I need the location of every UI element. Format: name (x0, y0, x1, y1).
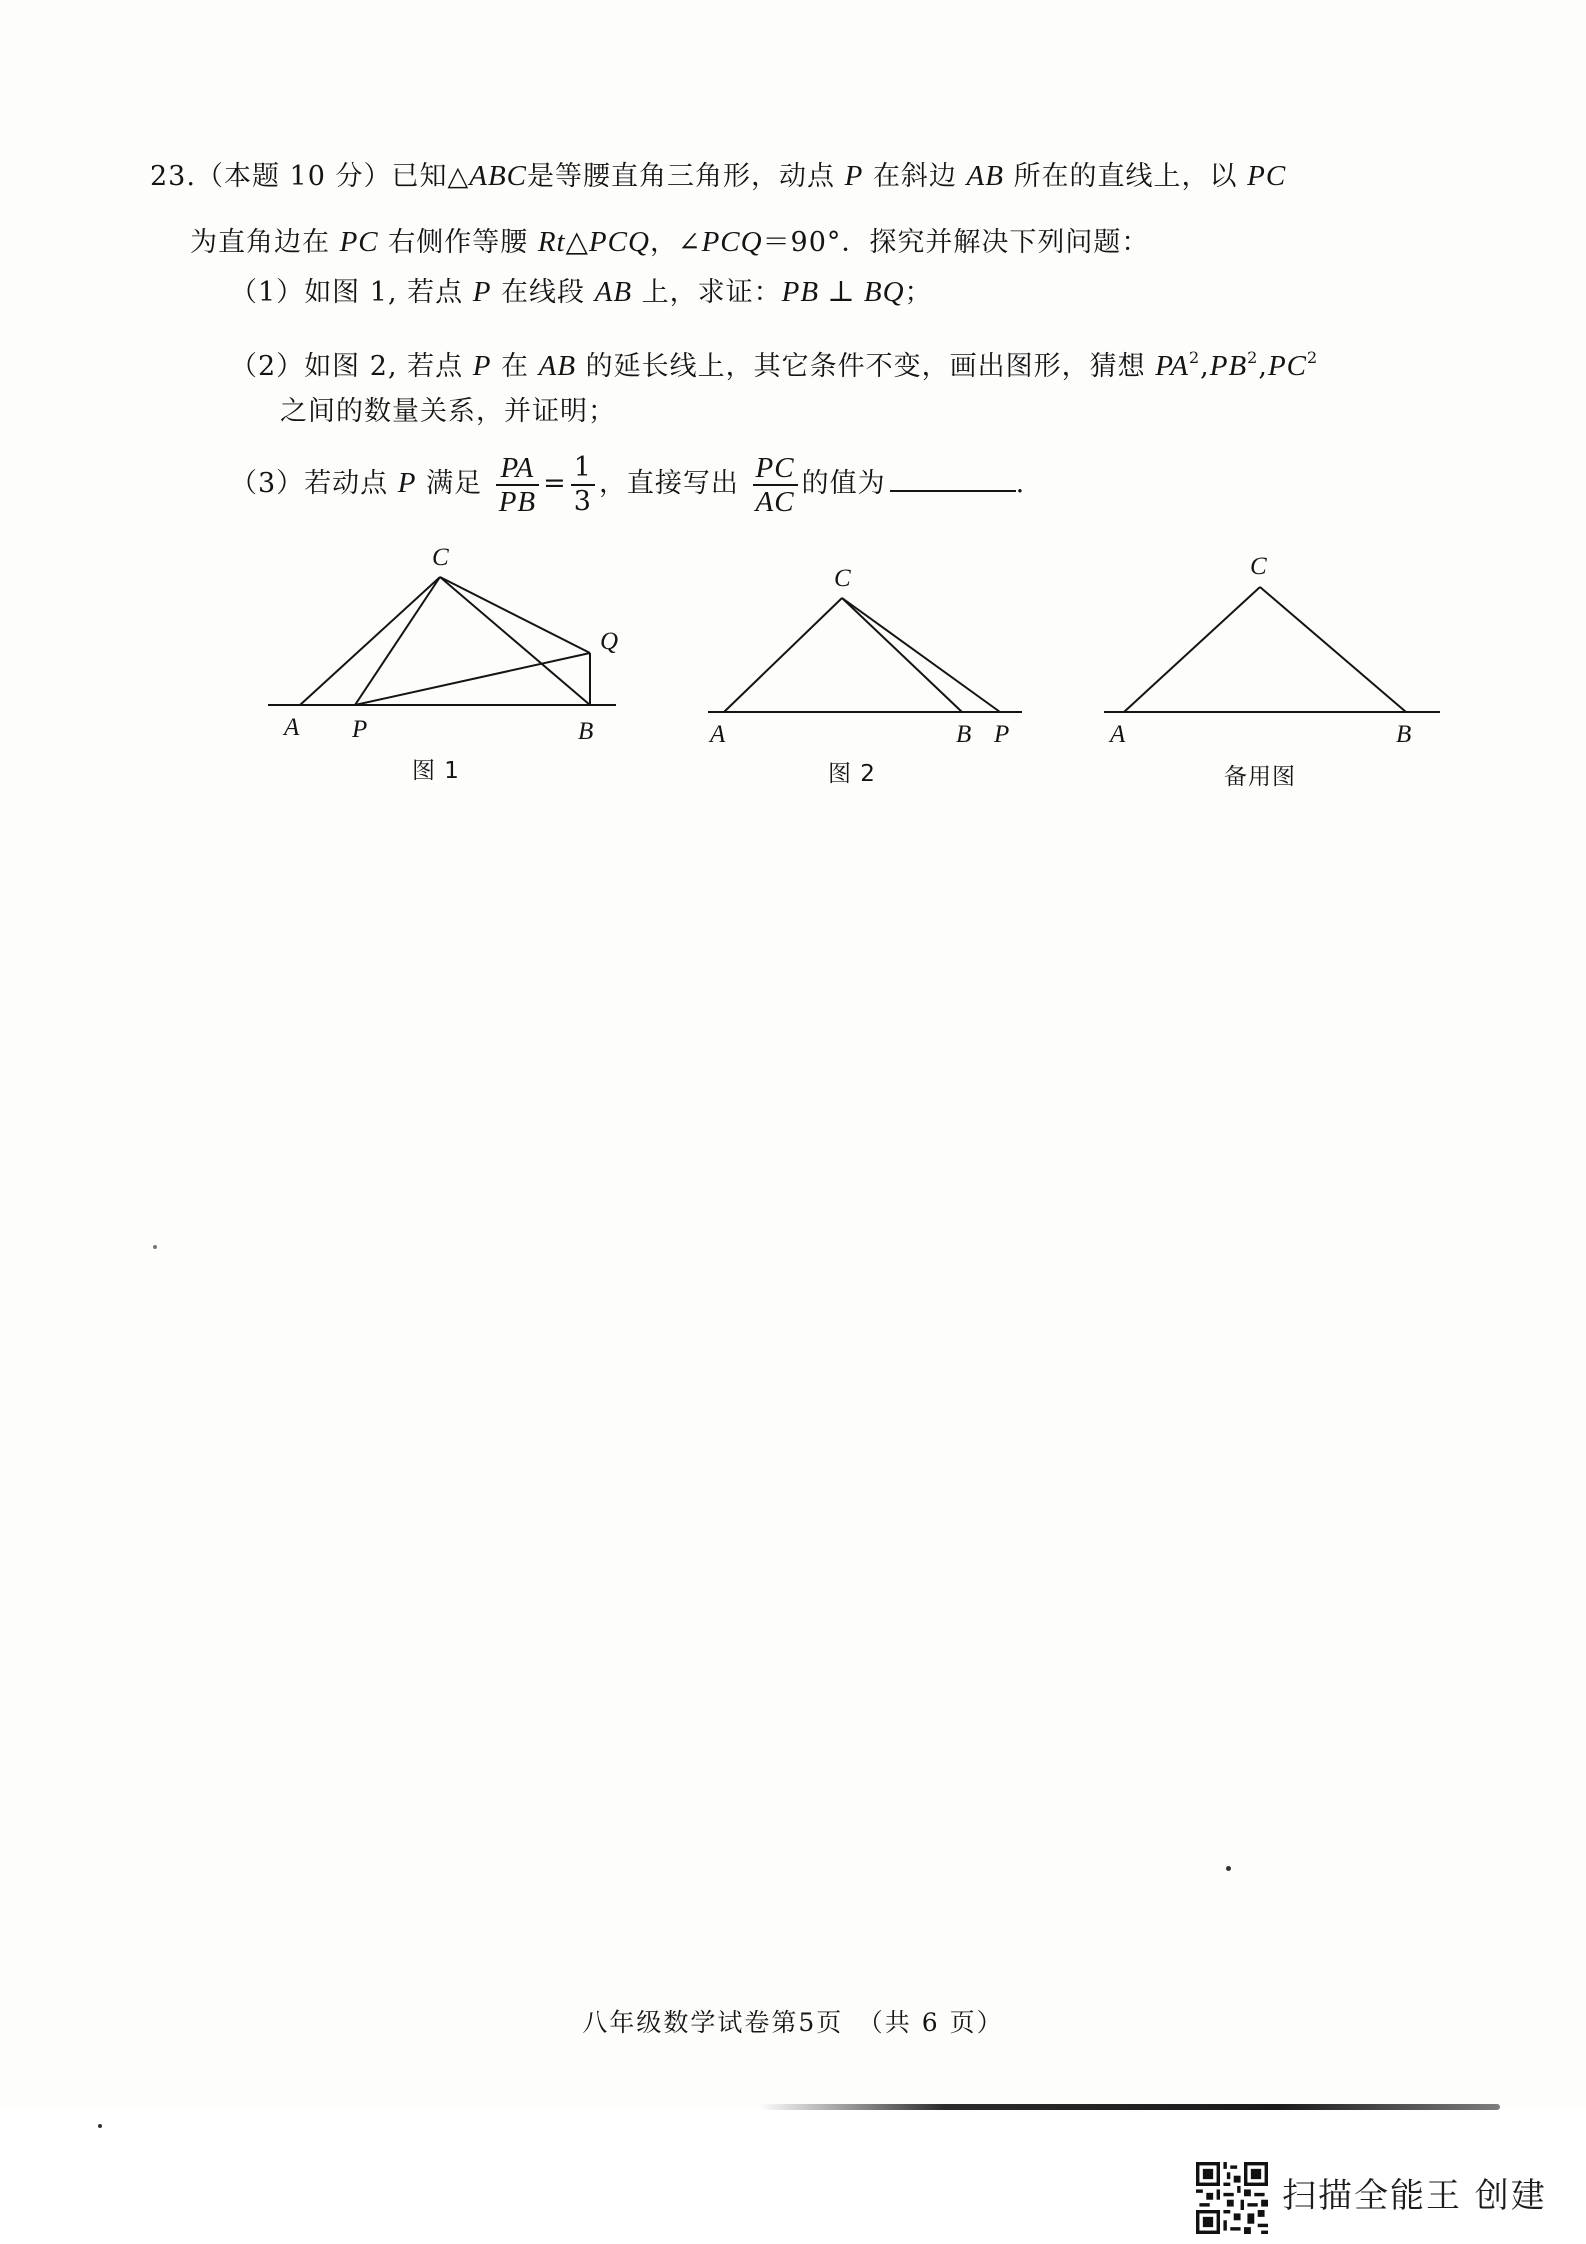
math-pc: PC (339, 226, 379, 258)
part-text: 在 (501, 351, 530, 382)
math-pb: PB (1209, 350, 1248, 382)
watermark-brand: 扫描全能王 创建 (1282, 2176, 1547, 2216)
scan-fold-shadow (760, 2104, 1500, 2110)
exponent: 2 (1307, 348, 1319, 367)
intro-text: 为直角边在 (190, 227, 330, 258)
fig1-label-q: Q (600, 628, 619, 655)
part-number: （1） (230, 277, 305, 308)
part-text: ； (904, 277, 933, 308)
figure-2 (700, 560, 1040, 760)
fraction-one-third (571, 452, 595, 518)
fig2-label-c: C (834, 565, 851, 592)
math-pc: PC (1267, 350, 1308, 382)
math-p: P (397, 467, 417, 499)
spare-segment-bc (1260, 587, 1406, 712)
math-pb-perp-bq: PB ⊥ BQ (781, 276, 905, 308)
fraction-denominator: PB (498, 485, 537, 518)
fig1-label-p: P (352, 716, 368, 743)
part-text: 若动点 (304, 468, 389, 499)
part-3 (230, 448, 1025, 519)
part-text: 满足 (426, 468, 483, 499)
fig1-segment-ac (300, 577, 440, 705)
math-pcq-triangle: △PCQ (565, 226, 650, 258)
part-2-line-2 (280, 392, 616, 432)
fig1-caption: 图 1 (412, 758, 460, 784)
math-ab: AB (538, 350, 577, 382)
math-ab: AB (594, 276, 633, 308)
qr-code-icon (1196, 2162, 1268, 2234)
math-p: P (472, 350, 492, 382)
fig1-label-a: A (284, 714, 300, 741)
fig2-segment-bc (842, 598, 962, 712)
fig2-label-b: B (956, 721, 972, 748)
exponent: 2 (1247, 348, 1259, 367)
question-line-1 (150, 156, 1286, 197)
part-text: 之间的数量关系，并证明； (280, 396, 616, 427)
page-footer: 八年级数学试卷第5页 （共 6 页） (582, 2008, 1004, 2037)
equals-sign: = (543, 468, 567, 499)
question-number: 23. (150, 161, 196, 192)
intro-text: ＝90°．探究并解决下列问题： (762, 227, 1150, 258)
scan-speck (98, 2124, 102, 2128)
fraction-numerator: PC (753, 452, 798, 486)
part-number: （2） (230, 351, 305, 382)
part-number: （3） (230, 468, 305, 499)
figure-1 (260, 535, 640, 755)
part-2-line-1 (230, 338, 1318, 387)
comma: , (1258, 351, 1268, 382)
math-pc: PC (1247, 160, 1287, 192)
intro-text: ，∠ (649, 227, 702, 258)
math-p: P (472, 276, 492, 308)
comma: , (1200, 351, 1210, 382)
fraction-numerator: PA (496, 452, 539, 486)
part-text: 在线段 (501, 277, 586, 308)
intro-text: 右侧作等腰 (388, 227, 529, 258)
fraction-pa-pb (496, 452, 539, 518)
fig2-label-a: A (710, 721, 726, 748)
fig1-label-c: C (432, 544, 449, 571)
intro-text: 在斜边 (872, 161, 957, 192)
fig1-segment-pq (355, 653, 590, 705)
fraction-denominator: AC (755, 485, 795, 518)
part-text: 的延长线上，其它条件不变，画出图形，猜想 (585, 351, 1146, 382)
period: . (1015, 468, 1026, 499)
math-p: P (844, 160, 864, 192)
spare-caption: 备用图 (1224, 764, 1296, 790)
fig1-label-b: B (578, 718, 594, 745)
answer-blank[interactable] (890, 460, 1016, 492)
spare-label-a: A (1110, 721, 1126, 748)
fig2-caption: 图 2 (828, 761, 876, 787)
spare-label-b: B (1396, 721, 1412, 748)
part-1 (230, 272, 933, 313)
part-text: ，直接写出 (598, 468, 739, 499)
part-text: 的值为 (801, 468, 886, 499)
fraction-denominator: 3 (573, 485, 592, 517)
scan-speck (1226, 1866, 1231, 1871)
math-pa: PA (1155, 350, 1189, 382)
question-line-2 (190, 222, 1149, 263)
math-abc: ABC (469, 160, 528, 192)
part-text: 如图 2, 若点 (304, 351, 464, 382)
fig2-segment-ac (724, 598, 842, 712)
fig1-segment-pc (355, 577, 440, 705)
part-text: 上，求证： (641, 277, 782, 308)
figure-spare (1090, 545, 1450, 755)
intro-text: 所在的直线上，以 (1013, 161, 1238, 192)
math-pcq-angle: PCQ (701, 226, 763, 258)
spare-label-c: C (1250, 553, 1267, 580)
question-score: （本题 10 分） (195, 161, 392, 192)
fraction-numerator: 1 (571, 452, 595, 486)
intro-text: 是等腰直角三角形，动点 (527, 161, 836, 192)
part-text: 如图 1, 若点 (304, 277, 464, 308)
intro-text: 已知△ (391, 161, 470, 192)
exponent: 2 (1188, 348, 1201, 367)
fraction-pc-ac (753, 452, 798, 518)
math-rt: Rt (537, 226, 566, 258)
math-ab: AB (966, 160, 1004, 192)
fig2-label-p: P (994, 721, 1010, 748)
spare-segment-ac (1124, 587, 1260, 712)
fig2-segment-pc (842, 598, 1000, 712)
scan-speck (153, 1245, 157, 1249)
